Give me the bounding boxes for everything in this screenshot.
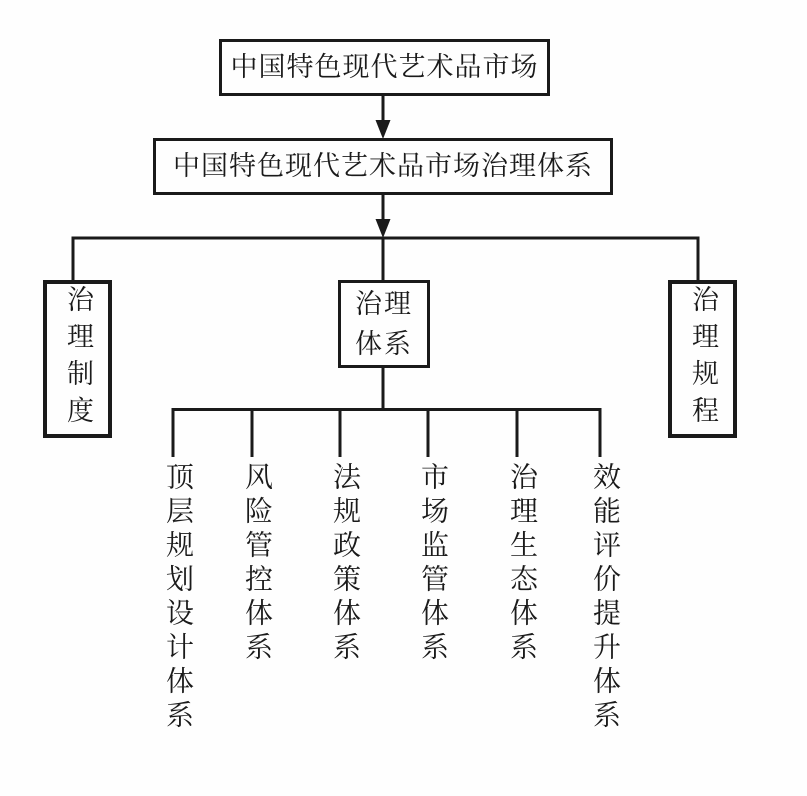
node-branch-left xyxy=(43,280,112,438)
node-governance-system-label: 中国特色现代艺术品市场治理体系 xyxy=(173,151,593,181)
subsystem-item-5: 治理生态体系 xyxy=(506,462,537,666)
node-root-market-label: 中国特色现代艺术品市场 xyxy=(230,52,539,82)
subsystem-item-4: 市场监管体系 xyxy=(417,462,448,666)
node-branch-right-label: 治理规程 xyxy=(688,285,718,433)
arrow-down-icon xyxy=(376,120,391,139)
subsystem-item-3: 法规政策体系 xyxy=(329,462,360,666)
node-branch-left-label: 治理制度 xyxy=(63,285,93,433)
node-governance-system xyxy=(153,138,613,195)
arrow-down-icon xyxy=(376,219,391,238)
node-root-market xyxy=(219,39,550,96)
subsystem-item-1: 顶层规划设计体系 xyxy=(162,462,193,734)
node-branch-center-label: 治理体系 xyxy=(355,289,413,359)
subsystem-item-2: 风险管控体系 xyxy=(241,462,272,666)
node-branch-center xyxy=(338,280,430,368)
subsystem-item-6: 效能评价提升体系 xyxy=(589,462,620,734)
node-branch-right xyxy=(668,280,737,438)
